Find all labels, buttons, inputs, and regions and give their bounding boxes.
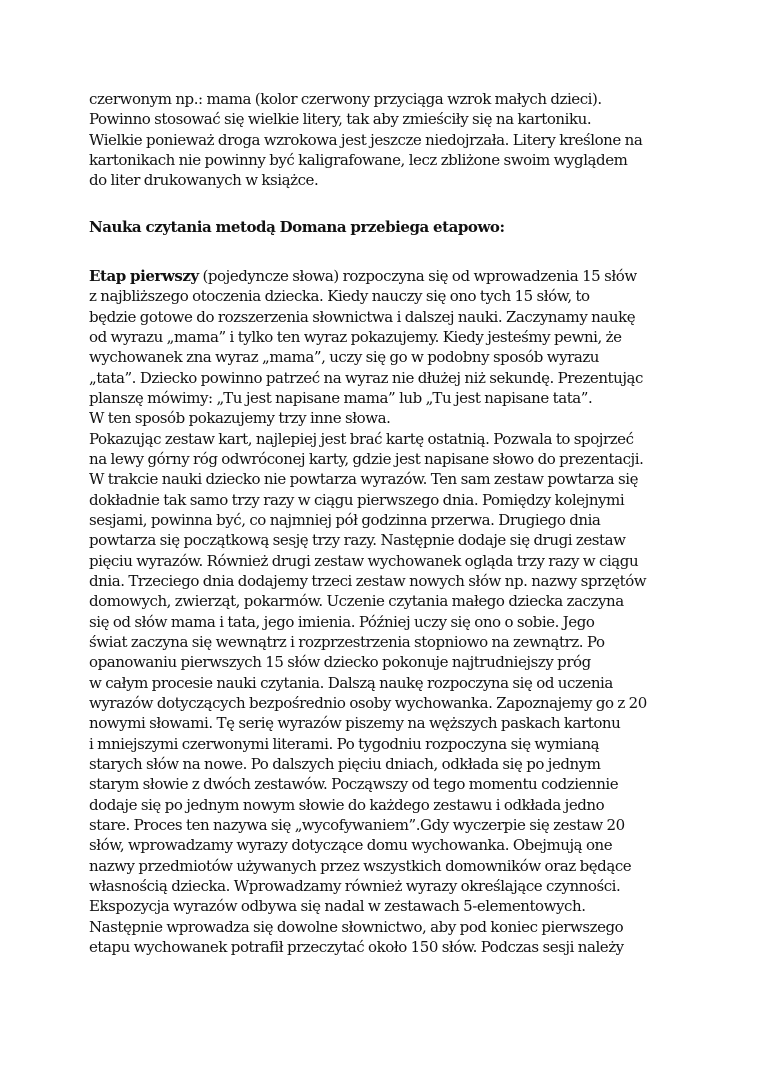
text-line: „tata”. Dziecko powinno patrzeć na wyraz nie dłużej niż sekundę. Prezentując	[89, 368, 643, 387]
text-line: wyrazów dotyczących bezpośrednio osoby wychowanka. Zapoznajemy go z 20	[89, 693, 647, 712]
text-line: opanowaniu pierwszych 15 słów dziecko pokonuje najtrudniejszy próg	[89, 653, 591, 672]
text-line: słów, wprowadzamy wyrazy dotyczące domu wychowanka. Obejmują one	[89, 836, 613, 855]
text-line: czerwonym np.: mama (kolor czerwony przyciąga wzrok małych dzieci).	[89, 90, 602, 108]
text-line: na lewy górny róg odwróconej karty, gdzie jest napisane słowo do prezentacji.	[89, 449, 644, 468]
text-line: starym słowie z dwóch zestawów. Począwszy od tego momentu codziennie	[89, 775, 619, 794]
text-line: Ekspozycja wyrazów odbywa się nadal w zestawach 5-elementowych.	[89, 897, 586, 916]
text-line: powtarza się początkową sesję trzy razy. Następnie dodaje się drugi zestaw	[89, 531, 626, 550]
etap-label: Etap pierwszy	[89, 267, 199, 285]
text-line: nowymi słowami. Tę serię wyrazów piszemy na węższych paskach kartonu	[89, 714, 621, 733]
text-line: W trakcie nauki dziecko nie powtarza wyrazów. Ten sam zestaw powtarza się	[89, 470, 639, 489]
text-line: sesjami, powinna być, co najmniej pół godzinna przerwa. Drugiego dnia	[89, 510, 601, 529]
text-line: świat zaczyna się wewnątrz i rozprzestrzenia stopniowo na zewnątrz. Po	[89, 632, 605, 651]
section-heading-block	[89, 217, 689, 237]
text-line: w całym procesie nauki czytania. Dalszą naukę rozpoczyna się od uczenia	[89, 673, 613, 692]
text-line: dnia. Trzeciego dnia dodajemy trzeci zestaw nowych słów np. nazwy sprzętów	[89, 571, 647, 590]
text-line: starych słów na nowe. Po dalszych pięciu dniach, odkłada się po jednym	[89, 754, 601, 773]
text-line: Następnie wprowadza się dowolne słownictwo, aby pod koniec pierwszego	[89, 917, 624, 936]
etap-first-line	[89, 266, 689, 286]
text-line: dodaje się po jednym nowym słowie do każdego zestawu i odkłada jedno	[89, 795, 605, 814]
section-heading: Nauka czytania metodą Domana przebiega etapowo:	[89, 218, 505, 236]
text-line: wychowanek zna wyraz „mama”, uczy się go w podobny sposób wyrazu	[89, 348, 600, 367]
text-line: kartonikach nie powinny być kaligrafowane, lecz zbliżone swoim wyglądem	[89, 150, 628, 169]
text-line: planszę mówimy: „Tu jest napisane mama” lub „Tu jest napisane tata”.	[89, 388, 593, 407]
text-line: Pokazując zestaw kart, najlepiej jest brać kartę ostatnią. Pozwala to spojrzeć	[89, 429, 634, 448]
text-line: W ten sposób pokazujemy trzy inne słowa.	[89, 409, 391, 428]
text-line: będzie gotowe do rozszerzenia słownictwa i dalszej nauki. Zaczynamy naukę	[89, 307, 636, 326]
text-line: od wyrazu „mama” i tylko ten wyraz pokazujemy. Kiedy jesteśmy pewni, że	[89, 327, 622, 346]
etap-first-line-rest: (pojedyncze słowa) rozpoczyna się od wprowadzenia 15 słów	[198, 267, 637, 285]
text-line: własnością dziecka. Wprowadzamy również wyrazy określające czynności.	[89, 876, 621, 895]
text-line: pięciu wyrazów. Również drugi zestaw wychowanek ogląda trzy razy w ciągu	[89, 551, 639, 570]
text-line: Wielkie ponieważ droga wzrokowa jest jeszcze niedojrzała. Litery kreślone na	[89, 130, 643, 149]
etap-paragraph	[89, 266, 689, 957]
text-line: dokładnie tak samo trzy razy w ciągu pierwszego dnia. Pomiędzy kolejnymi	[89, 490, 625, 509]
text-line: etapu wychowanek potrafił przeczytać około 150 słów. Podczas sesji należy	[89, 937, 624, 956]
text-line: się od słów mama i tata, jego imienia. Później uczy się ono o sobie. Jego	[89, 612, 595, 631]
text-line: stare. Proces ten nazywa się „wycofywaniem”.Gdy wyczerpie się zestaw 20	[89, 815, 625, 834]
text-line: do liter drukowanych w książce.	[89, 171, 319, 190]
text-line: i mniejszymi czerwonymi literami. Po tygodniu rozpoczyna się wymianą	[89, 734, 600, 753]
intro-paragraph	[89, 89, 689, 190]
text-line: z najbliższego otoczenia dziecka. Kiedy nauczy się ono tych 15 słów, to	[89, 287, 590, 306]
text-line: Powinno stosować się wielkie litery, tak aby zmieściły się na kartoniku.	[89, 110, 592, 129]
text-line: domowych, zwierząt, pokarmów. Uczenie czytania małego dziecka zaczyna	[89, 592, 624, 611]
text-line: nazwy przedmiotów używanych przez wszystkich domowników oraz będące	[89, 856, 632, 875]
